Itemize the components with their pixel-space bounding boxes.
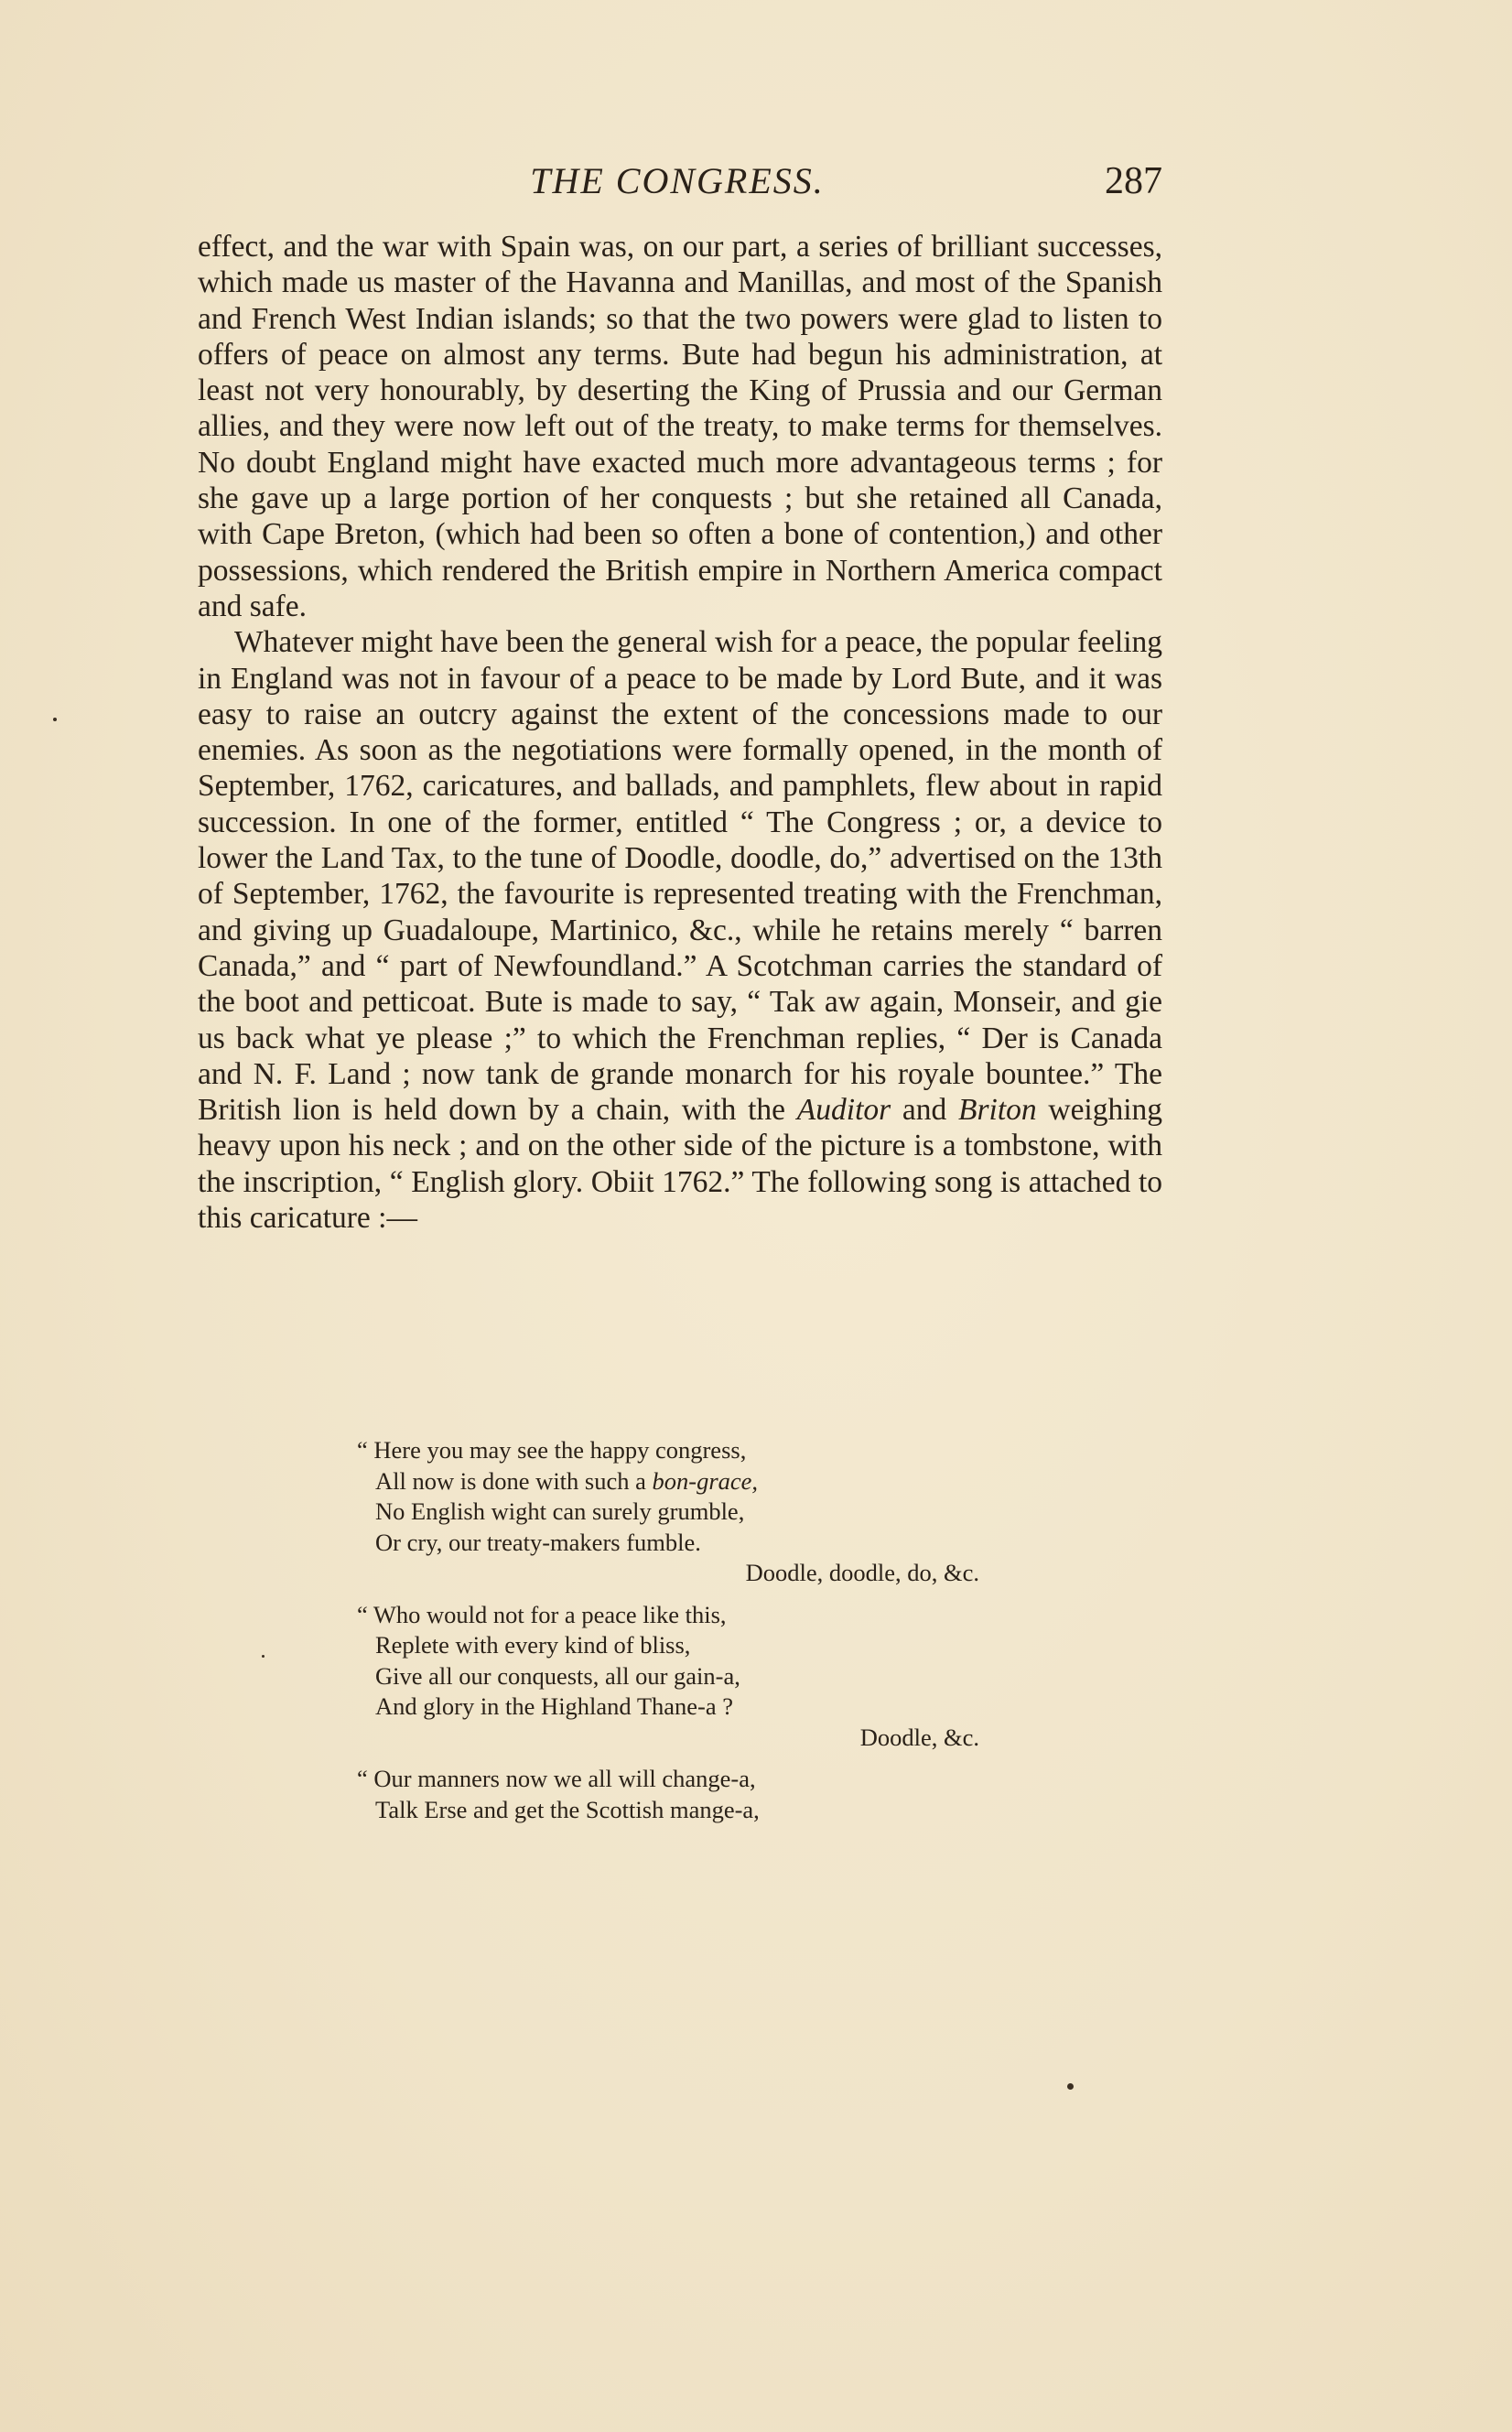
verse-line: “ Here you may see the happy congress, — [357, 1436, 747, 1464]
paper-speck — [53, 718, 57, 721]
paragraph-2-text-2: and — [902, 1093, 947, 1128]
paragraph-1: effect, and the war with Spain was, on our part, a series of brilliant successes, which made us master of the Havanna and Manillas, and most of the Spanish and French West Indian islands; so that the two powers were glad to listen to offers of peace on almost any terms. Bute had begun his administration, at least not very honourably, by deserting the King of Prussia and our German allies, and they were now left out of the treaty, to make terms for themselves. No doubt England might have exacted much more advantageous terms ; for she gave up a large portion of her conquests ; but she retained all Canada, with Cape Breton, (which had been so often a bone of contention,) and other possessions, which rendered the British empire in Northern America compact and safe. — [198, 230, 1162, 623]
verse-line: Replete with every kind of bliss, — [375, 1631, 691, 1659]
paper-speck — [1067, 2083, 1074, 2090]
verse-line: Talk Erse and get the Scottish mange-a, — [375, 1795, 760, 1823]
verse-line: “ Our manners now we all will change-a, — [357, 1765, 756, 1792]
auditor-title: Auditor — [796, 1093, 891, 1128]
verse-line: And glory in the Highland Thane-a ? — [375, 1692, 734, 1720]
paragraph-2 — [198, 624, 1162, 1236]
verse-line: “ Who would not for a peace like this, — [357, 1600, 727, 1628]
stanza-1 — [357, 1435, 979, 1589]
stanza-3 — [357, 1764, 979, 1825]
briton-title: Briton — [958, 1093, 1037, 1128]
paragraph-2-text-3: weighing heavy upon his neck ; and on the other side of the picture is a tombstone, with the inscription, “ English glory. Obiit 1762.” The following song is attached to this caricature :— — [198, 1093, 1163, 1236]
verse-line: No English wight can surely grumble, — [375, 1497, 745, 1525]
verse-line — [375, 1466, 979, 1497]
verse-line: Give all our conquests, all our gain-a, — [375, 1661, 740, 1690]
bon-grace-phrase: bon-grace, — [652, 1466, 759, 1495]
page-number: 287 — [1105, 160, 1162, 202]
refrain-line: Doodle, &c. — [859, 1723, 979, 1751]
paragraph-2-text-1: Whatever might have been the general wish for a peace, the popular feeling in England was not in favour of a peace to be made by Lord Bute, and it was easy to raise an outcry against the extent of the concessions made to our enemies. As soon as the negotiations were formally opened, in the month of September, 1762, caricatures, and ballads, and pamphlets, flew about in rapid succession. In one of the former, entitled “ The Congress ; or, a device to lower the Land Tax, to the tune of Doodle, doodle, do,” advertised on the 13th of September, 1762, the favourite is represented treating with the Frenchman, and giving up Guadaloupe, Martinico, &c., while he retains merely “ barren Canada,” and “ part of Newfoundland.” A Scotchman carries the standard of the boot and petticoat. Bute is made to say, “ Tak aw again, Monseir, and gie us back what ye please ;” to which the Frenchman replies, “ Der is Canada and N. F. Land ; now tank de grande monarch for his royale bountee.” The British lion is held down by a chain, with the — [198, 625, 1162, 1128]
paper-speck — [262, 1655, 265, 1658]
stanza-2 — [357, 1600, 979, 1754]
page-header — [192, 154, 1162, 209]
song-verses — [357, 1435, 979, 1836]
refrain-line: Doodle, doodle, do, &c. — [745, 1559, 979, 1586]
running-title: THE CONGRESS. — [530, 160, 825, 201]
verse-line: Or cry, our treaty-makers fumble. — [375, 1528, 701, 1556]
body-text — [198, 229, 1162, 1236]
verse-text: All now is done with such a — [375, 1466, 646, 1495]
